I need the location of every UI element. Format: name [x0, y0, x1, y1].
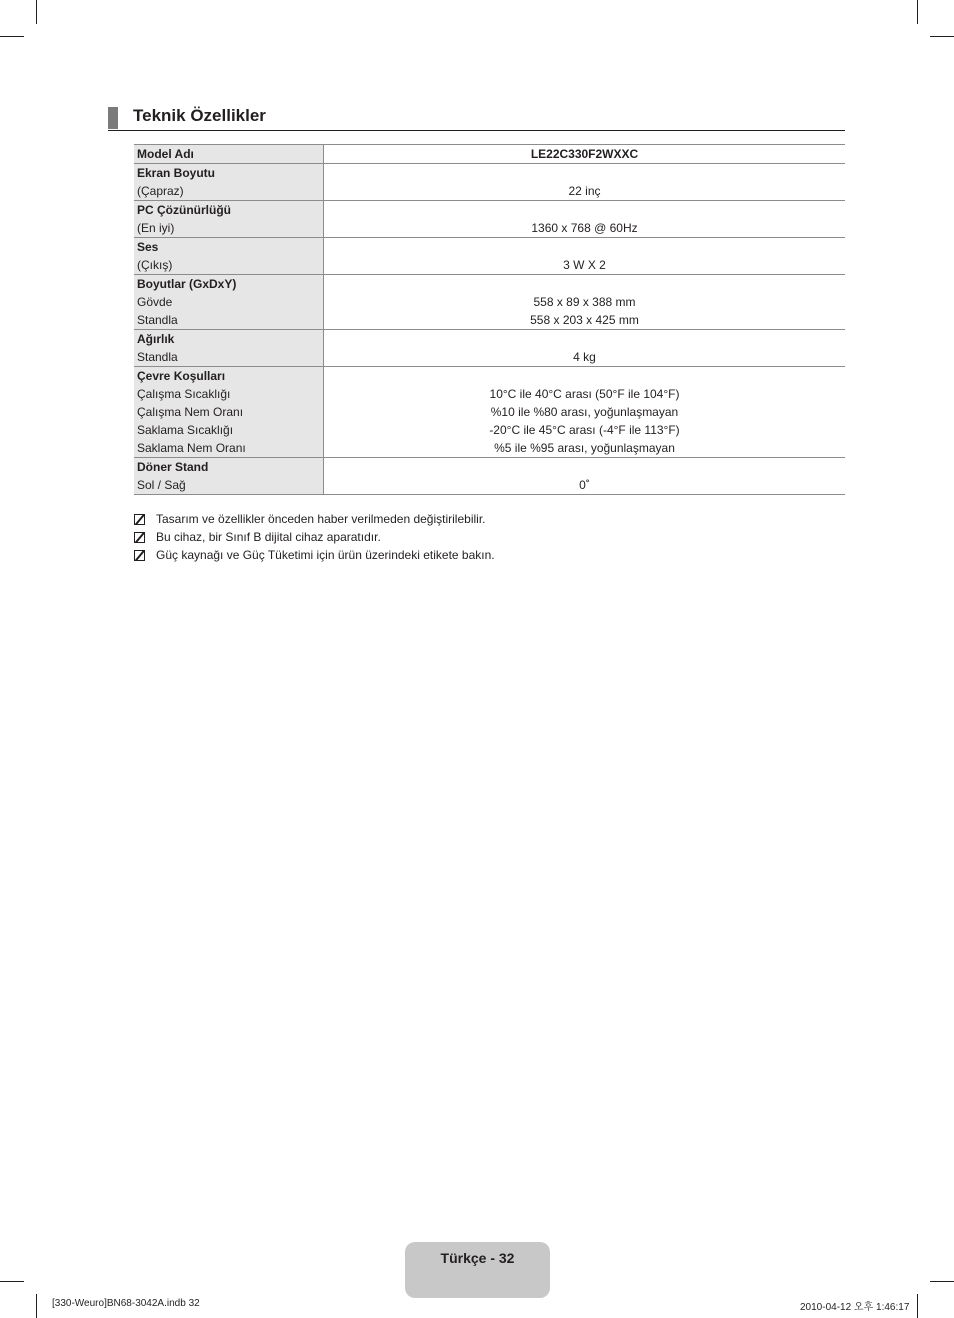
spec-table: [134, 144, 845, 495]
spec-sublabel: Çalışma Nem Oranı: [137, 405, 244, 419]
spec-value: 1360 x 768 @ 60Hz: [531, 221, 638, 235]
spec-sublabel: Gövde: [137, 295, 173, 309]
table-row: [134, 275, 845, 330]
note-icon: [134, 532, 145, 543]
table-header-row: [134, 145, 845, 164]
spacer: [324, 458, 845, 476]
page-number: Türkçe - 32: [440, 1250, 515, 1266]
spec-label-cell: [134, 367, 324, 458]
spec-value: 10°C ile 40°C arası (50°F ile 104°F): [489, 387, 680, 401]
note-icon: [134, 514, 145, 525]
table-row: [134, 238, 845, 275]
file-info: [330-Weuro]BN68-3042A.indb 32: [52, 1298, 200, 1309]
spec-title: Ağırlık: [137, 332, 175, 346]
crop-mark: [917, 0, 918, 24]
list-item: [134, 528, 495, 546]
spacer: [324, 238, 845, 256]
list-item: [134, 510, 495, 528]
crop-mark: [36, 0, 37, 24]
spec-title: PC Çözünürlüğü: [137, 203, 231, 217]
spec-value-cell: [324, 458, 846, 495]
spacer: [324, 164, 845, 182]
spec-sublabel: Standla: [137, 350, 178, 364]
spec-value: %10 ile %80 arası, yoğunlaşmayan: [490, 405, 679, 419]
spec-sublabel: (En iyi): [137, 221, 175, 235]
spec-value: 558 x 89 x 388 mm: [533, 295, 636, 309]
spec-value: 3 W X 2: [563, 258, 606, 272]
note-text: Güç kaynağı ve Güç Tüketimi için ürün üzerindeki etikete bakın.: [156, 548, 495, 562]
spec-sublabel: (Çıkış): [137, 258, 173, 272]
spec-label-cell: [134, 201, 324, 238]
crop-mark: [36, 1294, 37, 1318]
table-row: [134, 164, 845, 201]
spec-value: 22 inç: [568, 184, 601, 198]
spec-title: Ses: [137, 240, 159, 254]
list-item: [134, 546, 495, 564]
spec-value-cell: [324, 201, 846, 238]
model-name-label: Model Adı: [134, 145, 324, 164]
spec-label-cell: [134, 330, 324, 367]
spec-sublabel: Sol / Sağ: [137, 478, 186, 492]
spec-value-cell: [324, 330, 846, 367]
crop-mark: [0, 36, 24, 37]
spec-title: Döner Stand: [137, 460, 209, 474]
page-title: Teknik Özellikler: [133, 106, 266, 125]
crop-mark: [0, 1281, 24, 1282]
note-text: Tasarım ve özellikler önceden haber verilmeden değiştirilebilir.: [156, 512, 486, 526]
spec-sublabel: (Çapraz): [137, 184, 184, 198]
spacer: [324, 275, 845, 293]
model-name-value: LE22C330F2WXXC: [324, 145, 846, 164]
spec-label-cell: [134, 164, 324, 201]
spec-sublabel: Çalışma Sıcaklığı: [137, 387, 231, 401]
spec-value-cell: [324, 367, 846, 458]
table-row: [134, 367, 845, 458]
spec-label-cell: [134, 458, 324, 495]
spec-value-cell: [324, 164, 846, 201]
crop-mark: [930, 1281, 954, 1282]
spec-value: %5 ile %95 arası, yoğunlaşmayan: [494, 441, 675, 455]
crop-mark: [917, 1294, 918, 1318]
spec-title: Çevre Koşulları: [137, 369, 226, 383]
spec-value-cell: [324, 238, 846, 275]
spec-value: 558 x 203 x 425 mm: [530, 313, 639, 327]
spec-value: -20°C ile 45°C arası (-4°F ile 113°F): [489, 423, 680, 437]
spec-sublabel: Saklama Sıcaklığı: [137, 423, 234, 437]
spacer: [324, 330, 845, 348]
crop-mark: [930, 36, 954, 37]
spec-label-cell: [134, 275, 324, 330]
note-icon: [134, 550, 145, 561]
spec-title: Boyutlar (GxDxY): [137, 277, 237, 291]
spec-value: 0˚: [579, 478, 590, 492]
spacer: [324, 201, 845, 219]
table-row: [134, 201, 845, 238]
print-timestamp: 2010-04-12 오후 1:46:17: [800, 1302, 910, 1313]
table-row: [134, 458, 845, 495]
spec-value-cell: [324, 275, 846, 330]
section-heading: [108, 104, 845, 131]
heading-marker: [108, 107, 118, 129]
spec-title: Ekran Boyutu: [137, 166, 216, 180]
spec-sublabel: Saklama Nem Oranı: [137, 441, 246, 455]
page-number-tab: [405, 1242, 550, 1298]
spacer: [324, 367, 845, 385]
spec-value: 4 kg: [573, 350, 596, 364]
spec-sublabel: Standla: [137, 313, 178, 327]
notes-list: [134, 510, 495, 564]
table-row: [134, 330, 845, 367]
note-text: Bu cihaz, bir Sınıf B dijital cihaz aparatıdır.: [156, 530, 381, 544]
spec-label-cell: [134, 238, 324, 275]
